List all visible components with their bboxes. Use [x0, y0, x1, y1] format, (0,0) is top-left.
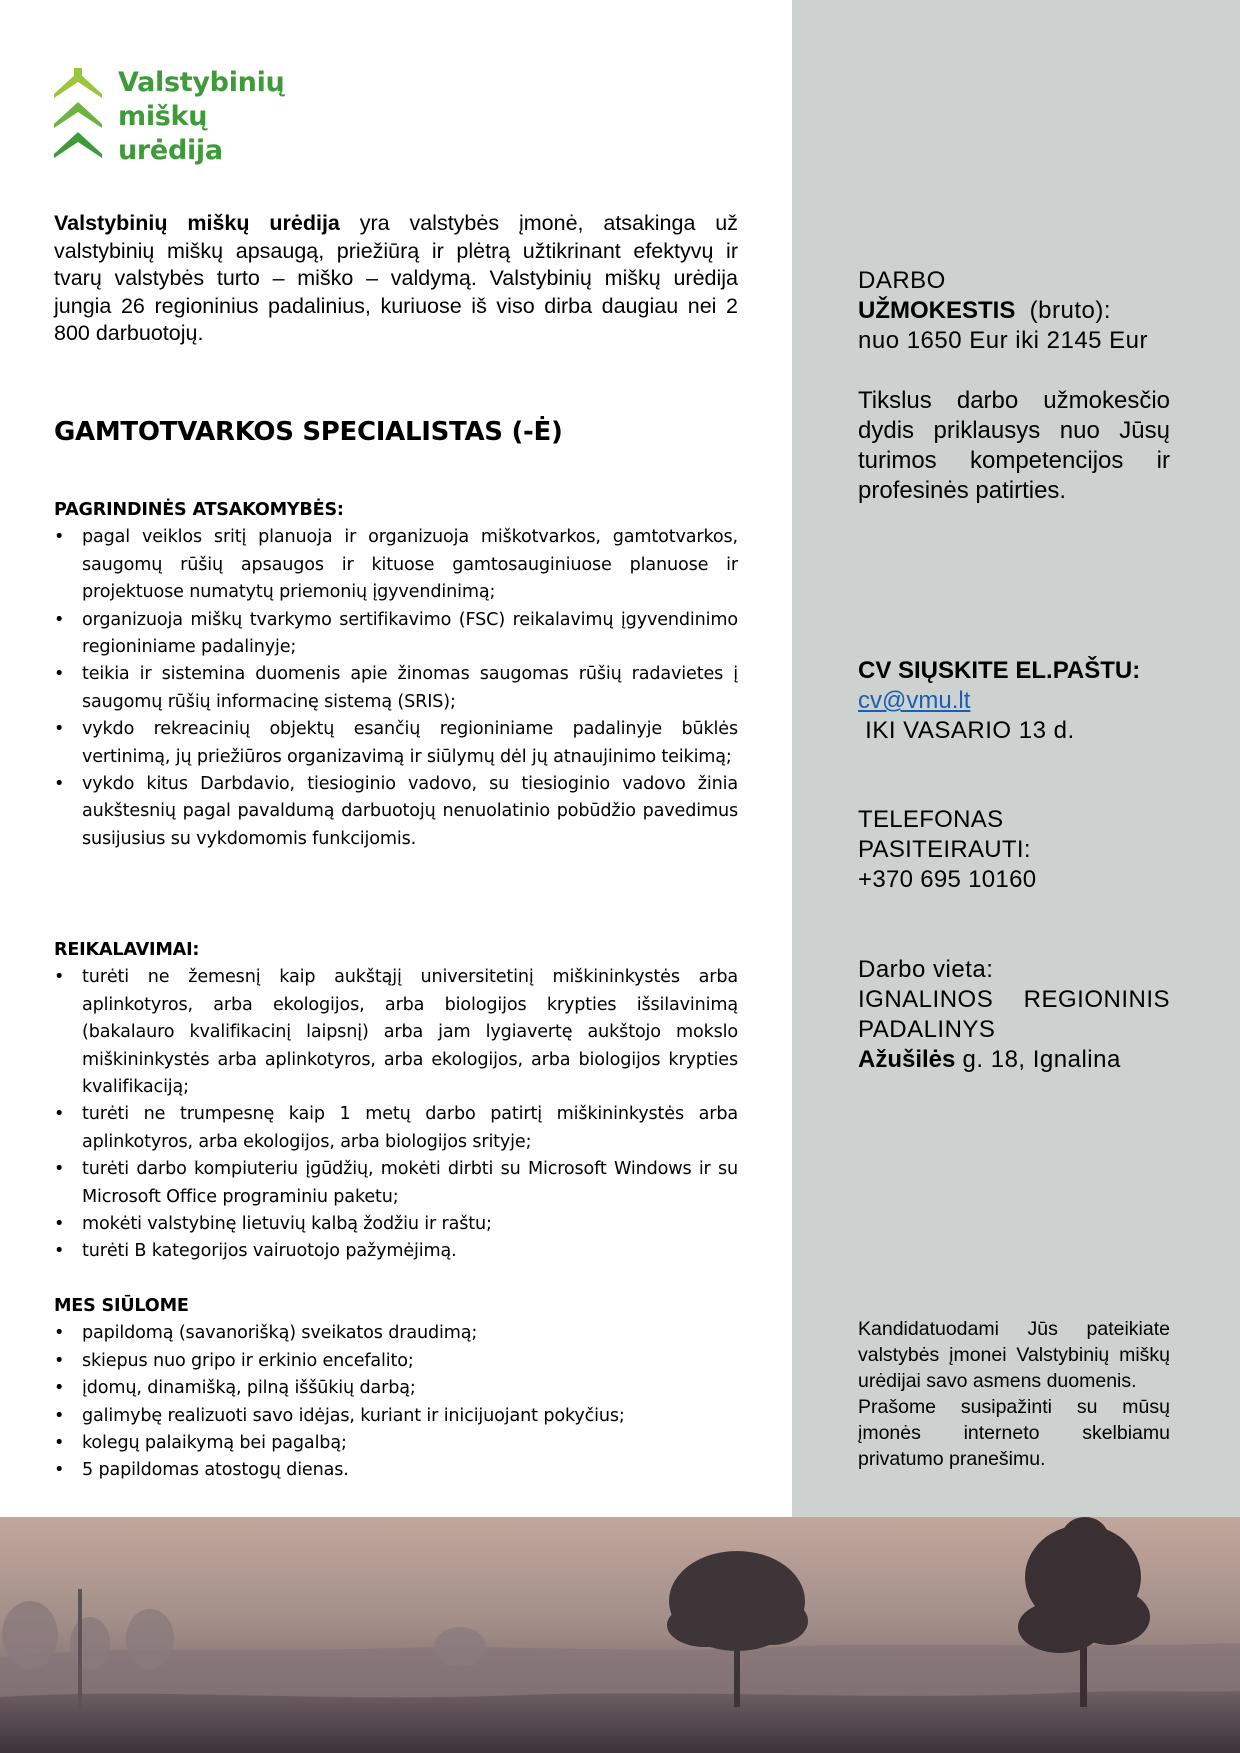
tree-logo-icon [54, 68, 108, 172]
requirements-section [54, 937, 738, 1266]
offer-item: • galimybę realizuoti savo idėjas, kuriant ir inicijuojant pokyčius; [54, 1403, 738, 1430]
utility-pole [78, 1589, 82, 1709]
requirement-item: • mokėti valstybinę lietuvių kalbą žodžiu ir raštu; [54, 1211, 738, 1238]
logo-chevron-bottom [54, 132, 102, 158]
requirements-heading: REIKALAVIMAI: [54, 940, 200, 960]
requirement-item: • turėti ne trumpesnę kaip 1 metų darbo patirtį miškininkystės arba aplinkotyros, arba ekologijos, arba biologijos srityje; [54, 1101, 738, 1156]
salary-label [858, 296, 1170, 326]
offer-list [54, 1320, 738, 1484]
requirement-item: • turėti ne žemesnį kaip aukštąjį universitetinį miškininkystės arba aplinkotyros, arba ekologijos, arba biologijos krypties išsilavinimą (bakalauro kvalifikacinį laipsnį) arba jam lygiavertę aukštojo mokslo miškininkystės arba aplinkotyros, arba ekologijos, arba biologijos krypties kvalifikaciją; [54, 964, 738, 1101]
offer-item: • įdomų, dinamišką, pilną iššūkių darbą; [54, 1375, 738, 1402]
responsibilities-section [54, 497, 738, 853]
phone-line2: PASITEIRAUTI: [858, 836, 1031, 863]
company-logo [54, 66, 294, 174]
logo-line: urėdija [118, 135, 223, 166]
intro-paragraph [54, 210, 738, 348]
responsibilities-list [54, 524, 738, 853]
responsibility-item: • vykdo kitus Darbdavio, tiesioginio vadovo, su tiesioginio vadovo žinia aukštesnių pagal pavaldumą darbuotojų nenuolatinio pobūdžio pavedimus susijusius su vykdomomis funkcijomis. [54, 771, 738, 853]
intro-text: yra valstybės įmonė, atsakinga už valstybinių miškų apsaugą, priežiūrą ir plėtrą užtikrinant efektyvų ir tvarų valstybės turto – miško – valdymą. Valstybinių miškų urėdija jungia 26 regioninius padalinius, kuriuose iš viso dirba daugiau nei 2 800 darbuotojų. [54, 211, 738, 345]
salary-label-rest: (bruto): [1015, 297, 1112, 324]
offer-item: • kolegų palaikymą bei pagalbą; [54, 1430, 738, 1457]
intro-org-name: Valstybinių miškų urėdija [54, 211, 340, 235]
workplace-address [858, 1045, 1170, 1075]
offer-item: • 5 papildomas atostogų dienas. [54, 1457, 738, 1484]
workplace-label: Darbo vieta: [858, 956, 994, 983]
logo-tip [74, 68, 82, 76]
cv-heading: CV SIŲSKITE EL.PAŠTU: [858, 657, 1141, 684]
requirements-list [54, 964, 738, 1265]
phone-block [858, 805, 1170, 895]
salary-block [858, 266, 1170, 356]
salary-note: Tikslus darbo užmokesčio dydis priklausys nuo Jūsų turimos kompetencijos ir profesinės patirties. [858, 387, 1170, 504]
salary-label-bold: UŽMOKESTIS [858, 297, 1016, 324]
workplace-street-bold: Ažušilės [858, 1046, 956, 1073]
responsibility-item: • vykdo rekreacinių objektų esančių regioniniame padalinyje būklės vertinimą, jų priežiūros organizavimą ir siūlymų dėl jų atnaujinimo teikimą; [54, 716, 738, 771]
logo-wordmark [118, 66, 284, 168]
phone-number: +370 695 10160 [858, 866, 1037, 893]
cv-deadline: IKI VASARIO 13 d. [858, 717, 1075, 744]
offer-section [54, 1293, 738, 1485]
cv-email-link[interactable]: cv@vmu.lt [858, 687, 971, 714]
logo-line: miškų [118, 101, 208, 132]
responsibilities-heading: PAGRINDINĖS ATSAKOMYBĖS: [54, 500, 344, 520]
offer-item: • skiepus nuo gripo ir erkinio encefalito; [54, 1348, 738, 1375]
responsibility-item: • teikia ir sistemina duomenis apie žinomas saugomas rūšių radavietes į saugomų rūšių informacinę sistemą (SRIS); [54, 661, 738, 716]
privacy-p1: Kandidatuodami Jūs pateikiate valstybės įmonei Valstybinių miškų urėdijai savo asmens duomenis. [858, 1318, 1170, 1392]
logo-line: Valstybinių [118, 67, 285, 98]
foreground-field [0, 1691, 1240, 1753]
offer-heading: MES SIŪLOME [54, 1296, 189, 1316]
workplace-street-rest: g. 18, Ignalina [955, 1046, 1121, 1073]
privacy-notice [858, 1316, 1170, 1472]
workplace-unit: IGNALINOS REGIONINIS PADALINYS [858, 986, 1170, 1043]
salary-range: nuo 1650 Eur iki 2145 Eur [858, 327, 1149, 354]
responsibility-item: • organizuoja miškų tvarkymo sertifikavimo (FSC) reikalavimų įgyvendinimo regioniniame padalinyje; [54, 607, 738, 662]
phone-line1: TELEFONAS [858, 806, 1004, 833]
sidebar-panel [792, 0, 1240, 1517]
job-title: GAMTOTVARKOS SPECIALISTAS (-Ė) [54, 417, 563, 447]
offer-item: • papildomą (savanorišką) sveikatos draudimą; [54, 1320, 738, 1347]
workplace-block [858, 955, 1170, 1075]
requirement-item: • turėti darbo kompiuteriu įgūdžių, mokėti dirbti su Microsoft Windows ir su Microsoft Office programiniu paketu; [54, 1156, 738, 1211]
salary-line1: DARBO [858, 267, 946, 294]
privacy-p2: Prašome susipažinti su mūsų įmonės interneto skelbiamu privatumo pranešimu. [858, 1396, 1170, 1470]
responsibility-item: • pagal veiklos sritį planuoja ir organizuoja miškotvarkos, gamtotvarkos, saugomų rūšių apsaugos ir kituose gamtosauginiuose planuose ir projektuose numatytų priemonių įgyvendinimą; [54, 524, 738, 606]
requirement-item: • turėti B kategorijos vairuotojo pažymėjimą. [54, 1238, 738, 1265]
cv-block [858, 656, 1170, 746]
misty-landscape-image [0, 1517, 1240, 1753]
logo-chevron-middle [54, 102, 102, 128]
